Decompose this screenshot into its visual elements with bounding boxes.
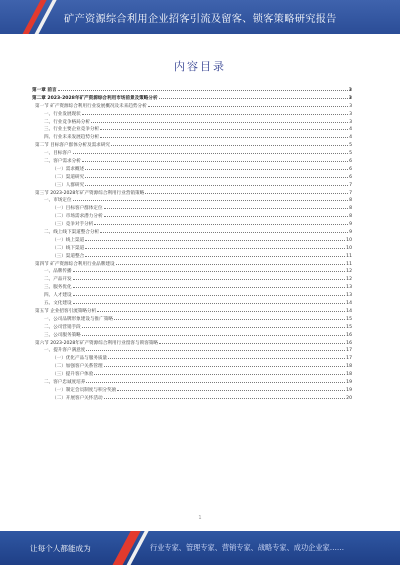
toc-leader-dots (100, 133, 348, 138)
toc-entry-text: 三、服务优化 (44, 285, 72, 291)
footer-slogan: 让每个人都能成为 (30, 544, 91, 553)
toc-entry-page: 10 (346, 237, 352, 243)
toc-entry-text: 第一章 前言 (32, 88, 57, 93)
toc-title: 内容目录 (174, 60, 226, 73)
toc-entry[interactable] (32, 220, 352, 228)
toc-entry-text: 二、客户忠诚度培养 (44, 379, 86, 385)
toc-entry-text: 一、提升客户满意度 (44, 348, 86, 354)
toc-entry[interactable] (32, 133, 352, 141)
toc-entry-text: 第二章 2023-2028年矿产资源综合利用市场前景及策略分析 (32, 95, 158, 101)
toc-leader-dots (111, 141, 348, 146)
toc-entry[interactable] (32, 299, 352, 307)
toc-leader-dots (145, 189, 348, 194)
toc-leader-dots (85, 173, 348, 178)
toc-entry[interactable] (32, 86, 352, 94)
toc-entry[interactable] (32, 275, 352, 283)
toc-leader-dots (100, 228, 348, 233)
toc-entry-page: 12 (346, 269, 352, 275)
toc-entry[interactable] (32, 118, 352, 126)
toc-entry[interactable] (32, 110, 352, 118)
toc-entry-page: 3 (349, 103, 352, 109)
toc-entry[interactable] (32, 370, 352, 378)
toc-leader-dots (94, 220, 348, 225)
toc-leader-dots (117, 386, 345, 391)
toc-leader-dots (159, 94, 348, 99)
toc-leader-dots (73, 196, 348, 201)
toc-entry-page: 6 (349, 166, 352, 172)
toc-entry-text: 一、行业发展现状 (44, 111, 81, 117)
toc-entry-page: 7 (349, 182, 352, 188)
toc-leader-dots (82, 157, 348, 162)
toc-entry-text: （二）加强客户关系管理 (52, 364, 103, 370)
toc-leader-dots (85, 181, 348, 186)
toc-entry-page: 9 (349, 222, 352, 228)
toc-leader-dots (114, 315, 345, 320)
toc-entry-text: 第二节 目标客户群体分析及需求研究 (35, 143, 110, 149)
toc-entry-text: （三）渠道整合 (52, 253, 85, 259)
table-of-contents (32, 86, 352, 402)
toc-entry-page: 3 (348, 88, 352, 93)
toc-entry-page: 16 (346, 340, 352, 346)
toc-entry-page: 17 (346, 356, 352, 362)
toc-leader-dots (73, 275, 346, 280)
toc-entry[interactable] (32, 346, 352, 354)
toc-leader-dots (82, 110, 348, 115)
toc-entry-page: 5 (349, 151, 352, 157)
toc-entry[interactable] (32, 149, 352, 157)
toc-entry-page: 16 (346, 332, 352, 338)
toc-entry[interactable] (32, 165, 352, 173)
toc-entry[interactable] (32, 244, 352, 252)
toc-entry[interactable] (32, 362, 352, 370)
toc-leader-dots (73, 283, 346, 288)
toc-entry-page: 15 (346, 324, 352, 330)
toc-entry-text: 二、公司营销手段 (44, 324, 81, 330)
toc-entry[interactable] (32, 228, 352, 236)
toc-entry-text: （二）线下渠道 (52, 245, 85, 251)
toc-entry-text: 二、客户需求分析 (44, 159, 81, 165)
page-number: 1 (198, 515, 202, 521)
toc-leader-dots (148, 102, 348, 107)
toc-entry[interactable] (32, 189, 352, 197)
toc-entry-page: 18 (346, 364, 352, 370)
toc-entry-text: （三）提升客户体验 (52, 372, 94, 378)
toc-entry[interactable] (32, 181, 352, 189)
toc-entry[interactable] (32, 157, 352, 165)
toc-leader-dots (104, 362, 346, 367)
toc-entry[interactable] (32, 141, 352, 149)
report-title: 矿产资源综合利用企业招客引流及留客、锁客策略研究报告 (64, 14, 337, 25)
toc-entry-page: 13 (346, 285, 352, 291)
toc-entry-page: 3 (348, 95, 352, 101)
toc-entry[interactable] (32, 378, 352, 386)
toc-leader-dots (73, 291, 346, 296)
toc-entry-text: 一、目标客户 (44, 151, 72, 157)
toc-entry-page: 19 (346, 387, 352, 393)
toc-entry-text: 第五节 企业招客引流策略分析 (35, 308, 97, 314)
toc-entry-page: 18 (346, 372, 352, 378)
toc-entry-page: 20 (346, 395, 352, 401)
toc-entry-text: （二）渠道研究 (52, 174, 85, 180)
toc-entry-text: （二）市场需求潜力分析 (52, 214, 103, 220)
toc-entry-text: 一、公司品牌形象建设与推广策略 (44, 316, 113, 322)
toc-leader-dots (85, 236, 345, 241)
toc-entry[interactable] (32, 283, 352, 291)
toc-entry[interactable] (32, 267, 352, 275)
toc-entry-text: 第一节 矿产资源综合利用行业发展概况及未来趋势分析 (35, 103, 147, 109)
toc-entry[interactable] (32, 94, 352, 102)
toc-entry[interactable] (32, 291, 352, 299)
toc-entry-page: 6 (349, 159, 352, 165)
toc-entry-text: 一、市场定位 (44, 198, 72, 204)
toc-leader-dots (86, 378, 345, 383)
toc-entry-text: 四、人才建设 (44, 293, 72, 299)
toc-leader-dots (73, 149, 348, 154)
toc-entry[interactable] (32, 386, 352, 394)
toc-entry-text: 第四节 矿产资源综合利用行业品牌建设 (35, 261, 115, 267)
toc-entry[interactable] (32, 307, 352, 315)
toc-entry-page: 6 (349, 174, 352, 180)
toc-entry[interactable] (32, 315, 352, 323)
toc-entry-page: 11 (346, 253, 352, 259)
toc-entry[interactable] (32, 102, 352, 110)
toc-entry-text: （一）需求概述 (52, 166, 85, 172)
toc-entry[interactable] (32, 173, 352, 181)
toc-entry-text: 三、公司服务策略 (44, 332, 81, 338)
footer-banner (0, 531, 400, 565)
toc-entry[interactable] (32, 204, 352, 212)
toc-entry-text: （一）优化产品与服务质量 (52, 356, 108, 362)
toc-entry-text: 五、文化建设 (44, 301, 72, 307)
toc-entry[interactable] (32, 394, 352, 402)
toc-entry-page: 14 (346, 301, 352, 307)
toc-entry-text: （一）制定会员制度与积分奖励 (52, 387, 117, 393)
toc-leader-dots (58, 86, 348, 91)
toc-leader-dots (82, 323, 345, 328)
toc-entry-text: 二、线上线下渠道整合分析 (44, 230, 100, 236)
toc-entry-page: 3 (349, 119, 352, 125)
toc-leader-dots (82, 331, 345, 336)
toc-entry-text: 三、行业主要企业竞争分析 (44, 127, 100, 133)
toc-leader-dots (85, 252, 345, 257)
toc-leader-dots (108, 354, 345, 359)
toc-entry-page: 19 (346, 379, 352, 385)
toc-entry[interactable] (32, 260, 352, 268)
toc-leader-dots (86, 346, 345, 351)
toc-entry-text: （三）人群研究 (52, 182, 85, 188)
toc-leader-dots (73, 267, 346, 272)
toc-entry-text: 第三节 2023-2028年矿产资源综合利用行业营销策略 (35, 190, 145, 196)
toc-entry-text: 第六节 2023-2028年矿产资源综合利用行业留客与锁客策略 (35, 340, 158, 346)
toc-leader-dots (91, 118, 348, 123)
toc-entry-page: 15 (346, 316, 352, 322)
toc-leader-dots (97, 307, 345, 312)
toc-entry[interactable] (32, 236, 352, 244)
toc-entry-page: 7 (349, 190, 352, 196)
toc-entry-page: 12 (346, 277, 352, 283)
toc-entry-text: 四、行业未来发展趋势分析 (44, 135, 100, 141)
toc-entry-page: 8 (349, 214, 352, 220)
toc-leader-dots (94, 370, 345, 375)
toc-entry-page: 8 (349, 206, 352, 212)
toc-entry-page: 13 (346, 293, 352, 299)
toc-entry-text: （一）目标客户群体定位 (52, 206, 103, 212)
toc-entry[interactable] (32, 125, 352, 133)
toc-entry-page: 8 (349, 198, 352, 204)
toc-leader-dots (100, 125, 348, 130)
toc-entry[interactable] (32, 331, 352, 339)
toc-entry-page: 10 (346, 245, 352, 251)
toc-entry[interactable] (32, 212, 352, 220)
toc-leader-dots (116, 260, 346, 265)
toc-leader-dots (73, 299, 346, 304)
toc-entry-page: 17 (346, 348, 352, 354)
toc-entry-text: 二、行业竞争格局分析 (44, 119, 90, 125)
toc-entry[interactable] (32, 354, 352, 362)
toc-entry[interactable] (32, 339, 352, 347)
toc-entry[interactable] (32, 323, 352, 331)
toc-entry-text: （二）开展客户关怀活动 (52, 395, 103, 401)
toc-leader-dots (159, 339, 345, 344)
toc-leader-dots (104, 212, 349, 217)
toc-entry-page: 14 (346, 308, 352, 314)
toc-leader-dots (85, 244, 345, 249)
toc-entry-page: 9 (349, 230, 352, 236)
toc-entry-text: 二、产品开发 (44, 277, 72, 283)
footer-tagline: 行业专家、管理专家、营销专家、战略专家、成功企业家…… (150, 543, 345, 552)
toc-entry-text: （一）线上渠道 (52, 237, 85, 243)
toc-entry-page: 11 (346, 261, 352, 267)
toc-leader-dots (104, 394, 346, 399)
toc-entry-text: （三）竞争对手分析 (52, 222, 94, 228)
footer-red-stripe (104, 531, 146, 565)
toc-entry-page: 4 (349, 127, 352, 133)
toc-entry[interactable] (32, 252, 352, 260)
toc-entry-page: 4 (349, 135, 352, 141)
toc-entry-page: 5 (349, 143, 352, 149)
toc-entry-page: 3 (349, 111, 352, 117)
header-banner (0, 0, 400, 34)
toc-leader-dots (85, 165, 348, 170)
toc-leader-dots (104, 204, 349, 209)
toc-entry-text: 一、品牌传播 (44, 269, 72, 275)
toc-entry[interactable] (32, 196, 352, 204)
